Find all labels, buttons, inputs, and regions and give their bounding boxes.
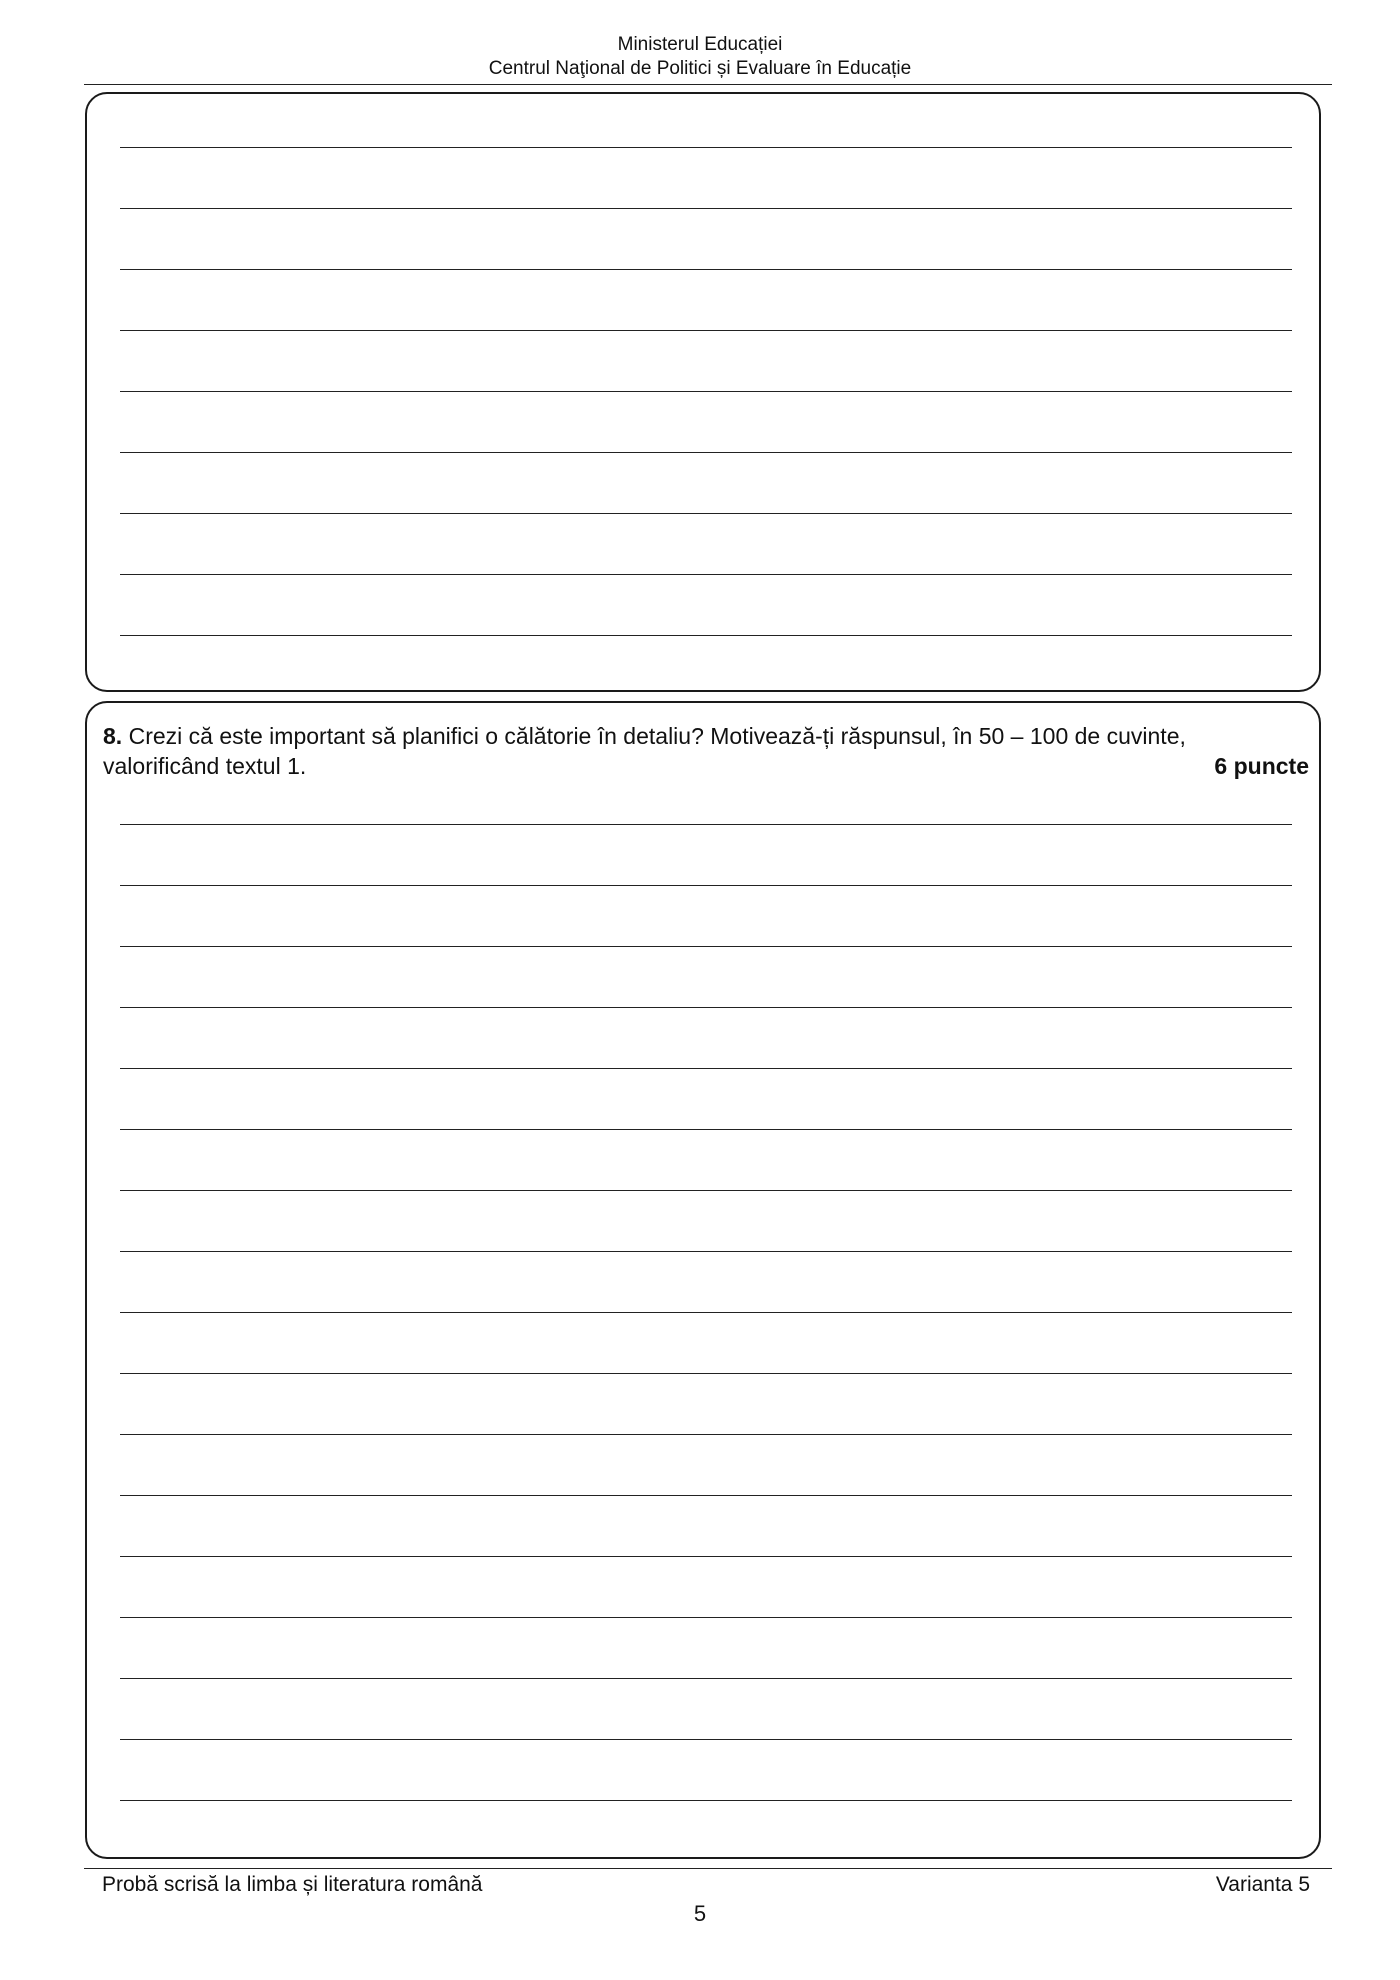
writing-line	[120, 574, 1292, 575]
writing-line	[120, 1434, 1292, 1435]
writing-line	[120, 1739, 1292, 1740]
exam-variant: Varianta 5	[1215, 1873, 1310, 1896]
writing-line	[120, 330, 1292, 331]
writing-line	[120, 1129, 1292, 1130]
writing-line	[120, 1312, 1292, 1313]
answer-box-previous-question[interactable]	[85, 92, 1321, 692]
exam-title: Probă scrisă la limba și literatura română	[102, 1873, 483, 1896]
question-8	[103, 721, 1309, 781]
writing-line	[120, 1678, 1292, 1679]
writing-line	[120, 946, 1292, 947]
writing-line	[120, 885, 1292, 886]
footer-divider	[84, 1868, 1332, 1869]
header-divider	[84, 84, 1332, 85]
page-number: 5	[693, 1901, 707, 1926]
writing-line	[120, 452, 1292, 453]
question-points: 6 puncte	[1214, 753, 1309, 779]
writing-line	[120, 147, 1292, 148]
center-name: Centrul Naţional de Politici și Evaluare în Educație	[488, 58, 912, 79]
question-number: 8.	[103, 723, 123, 749]
writing-line	[120, 1556, 1292, 1557]
question-text-line1: Crezi că este important să planifici o călătorie în detaliu? Motivează-ți răspunsul, în 50 – 100 de cuvinte,	[128, 723, 1186, 749]
question-text-line2: valorificând textul 1.	[103, 753, 307, 779]
writing-line	[120, 1373, 1292, 1374]
writing-line	[120, 1007, 1292, 1008]
writing-line	[120, 1251, 1292, 1252]
ministry-name: Ministerul Educației	[617, 34, 783, 55]
writing-line	[120, 208, 1292, 209]
writing-line	[120, 269, 1292, 270]
answer-box-question-8[interactable]	[85, 701, 1321, 1859]
writing-line	[120, 1617, 1292, 1618]
writing-line	[120, 1495, 1292, 1496]
page-header	[0, 33, 1400, 81]
writing-line	[120, 1068, 1292, 1069]
writing-line	[120, 391, 1292, 392]
writing-line	[120, 1800, 1292, 1801]
writing-line	[120, 824, 1292, 825]
writing-line	[120, 513, 1292, 514]
writing-line	[120, 635, 1292, 636]
writing-line	[120, 1190, 1292, 1191]
